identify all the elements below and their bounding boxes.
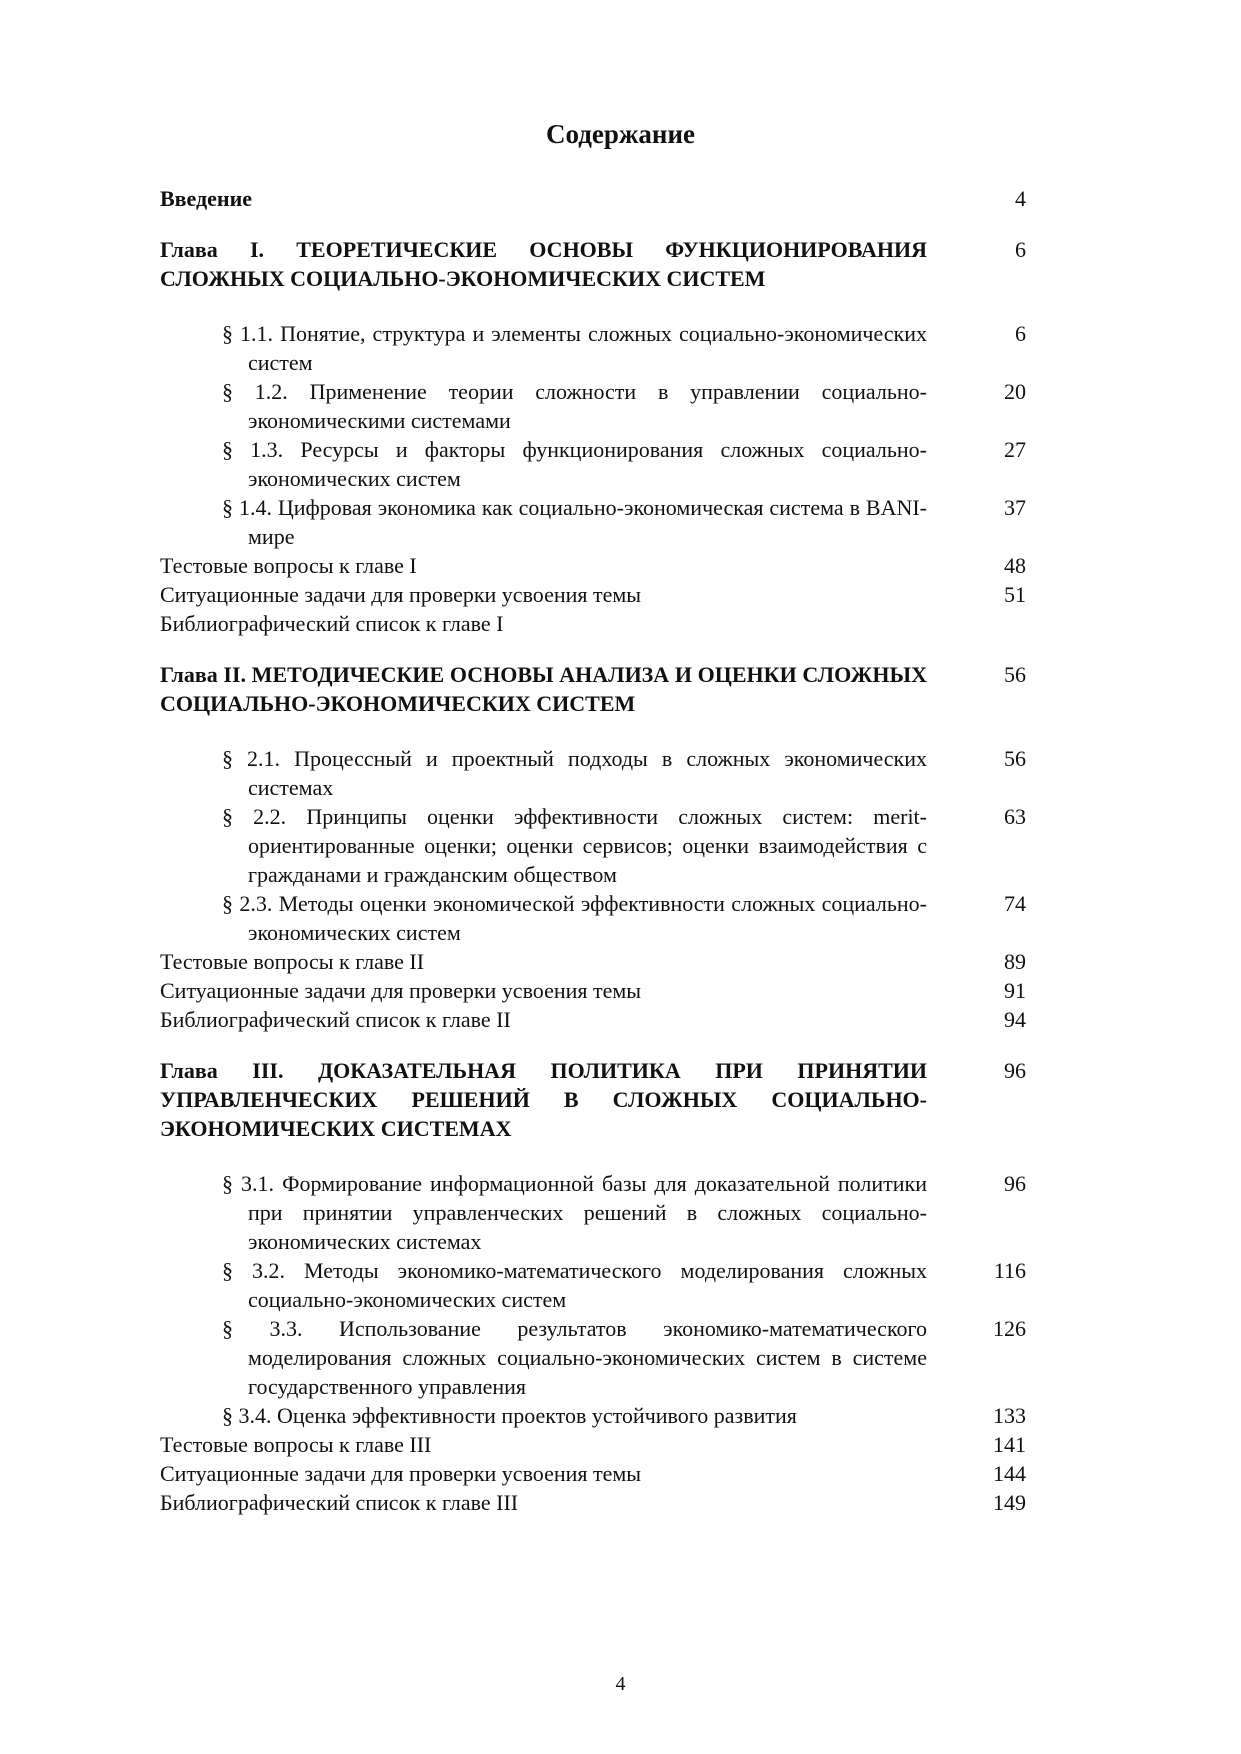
toc-entry-page: 27 [1004, 437, 1026, 462]
toc-section-3-3[interactable] [160, 1314, 1026, 1401]
toc-entry-title: Ситуационные задачи для проверки усвоения темы [160, 1461, 642, 1486]
toc-entry-title: Библиографический список к главе I [160, 611, 504, 636]
page-number: 4 [615, 1673, 626, 1695]
toc-section-1-1[interactable] [160, 319, 1026, 377]
toc-bibliography-chapter-1[interactable] [160, 609, 1026, 638]
toc-entry-page: 6 [1015, 321, 1026, 346]
toc-section-1-4[interactable] [160, 493, 1026, 551]
toc-entry-title: Тестовые вопросы к главе III [160, 1432, 432, 1457]
toc-entry-page: 74 [1004, 891, 1026, 916]
toc-entry-title: § 1.2. Применение теории сложности в управлении социально-экономическими системами [222, 379, 927, 433]
toc-tasks-chapter-3[interactable] [160, 1459, 1026, 1488]
toc-entry-page: 91 [1004, 978, 1026, 1003]
toc-entry-title: § 3.4. Оценка эффективности проектов устойчивого развития [222, 1403, 797, 1428]
toc-entry-title: Глава II. МЕТОДИЧЕСКИЕ ОСНОВЫ АНАЛИЗА И ОЦЕНКИ СЛОЖНЫХ СОЦИАЛЬНО-ЭКОНОМИЧЕСКИХ СИСТЕМ [160, 662, 927, 716]
toc-entry-page: 48 [1004, 553, 1026, 578]
toc-entry-title: § 2.1. Процессный и проектный подходы в сложных экономических системах [222, 746, 927, 800]
toc-entry-page: 4 [1015, 186, 1026, 211]
toc-section-2-1[interactable] [160, 744, 1026, 802]
toc-entry-title: § 1.4. Цифровая экономика как социально-экономическая система в BANI-мире [222, 495, 927, 549]
toc-entry-page: 89 [1004, 949, 1026, 974]
table-of-contents [160, 184, 1026, 1517]
toc-section-3-4[interactable] [160, 1401, 1026, 1430]
toc-tests-chapter-2[interactable] [160, 947, 1026, 976]
toc-section-2-2[interactable] [160, 802, 1026, 889]
toc-entry-title: Глава I. ТЕОРЕТИЧЕСКИЕ ОСНОВЫ ФУНКЦИОНИРОВАНИЯ СЛОЖНЫХ СОЦИАЛЬНО-ЭКОНОМИЧЕСКИХ СИСТЕМ [160, 237, 927, 291]
toc-section-1-3[interactable] [160, 435, 1026, 493]
toc-entry-page: 116 [993, 1258, 1026, 1283]
toc-section-3-2[interactable] [160, 1256, 1026, 1314]
toc-entry-title: § 3.2. Методы экономико-математического моделирования сложных социально-экономических систем [222, 1258, 927, 1312]
toc-entry-page: 20 [1004, 379, 1026, 404]
toc-entry-title: Тестовые вопросы к главе I [160, 553, 417, 578]
toc-bibliography-chapter-3[interactable] [160, 1488, 1026, 1517]
toc-entry-page: 149 [993, 1490, 1026, 1515]
toc-entry-page: 51 [1004, 582, 1026, 607]
toc-entry-title: Библиографический список к главе II [160, 1007, 511, 1032]
toc-entry-page: 63 [1004, 804, 1026, 829]
toc-chapter-3-heading[interactable] [160, 1056, 1026, 1143]
toc-entry-title: § 2.2. Принципы оценки эффективности сложных систем: merit-ориентированные оценки; оценки сервисов; оценки взаимодействия с гражданами и гражданским обществом [222, 804, 927, 887]
toc-entry-title: Глава III. ДОКАЗАТЕЛЬНАЯ ПОЛИТИКА ПРИ ПРИНЯТИИ УПРАВЛЕНЧЕСКИХ РЕШЕНИЙ В СЛОЖНЫХ СОЦИАЛЬНО-ЭКОНОМИЧЕСКИХ СИСТЕМАХ [160, 1058, 927, 1141]
toc-entry-page: 56 [1004, 746, 1026, 771]
toc-entry-page: 37 [1004, 495, 1026, 520]
toc-bibliography-chapter-2[interactable] [160, 1005, 1026, 1034]
toc-entry-title: § 2.3. Методы оценки экономической эффективности сложных социально-экономических систем [222, 891, 927, 945]
toc-entry-title: Тестовые вопросы к главе II [160, 949, 425, 974]
toc-entry-title: Введение [160, 186, 253, 211]
toc-tasks-chapter-1[interactable] [160, 580, 1026, 609]
toc-entry-title: § 1.3. Ресурсы и факторы функционирования сложных социально-экономических систем [222, 437, 927, 491]
toc-chapter-1-heading[interactable] [160, 235, 1026, 293]
page-title: Содержание [545, 119, 696, 149]
toc-section-1-2[interactable] [160, 377, 1026, 435]
toc-entry-title: Библиографический список к главе III [160, 1490, 519, 1515]
toc-entry-page: 6 [1015, 237, 1026, 262]
toc-tests-chapter-3[interactable] [160, 1430, 1026, 1459]
toc-entry-title: § 3.1. Формирование информационной базы для доказательной политики при принятии управленческих решений в сложных социально-экономических системах [222, 1171, 927, 1254]
toc-entry-page: 96 [1004, 1171, 1026, 1196]
toc-section-3-1[interactable] [160, 1169, 1026, 1256]
toc-entry-page: 133 [993, 1403, 1026, 1428]
toc-entry-title: § 3.3. Использование результатов экономико-математического моделирования сложных социально-экономических систем в системе государственного управления [222, 1316, 927, 1399]
toc-entry-intro[interactable] [160, 184, 1026, 213]
toc-entry-page: 144 [993, 1461, 1026, 1486]
toc-entry-title: Ситуационные задачи для проверки усвоения темы [160, 978, 642, 1003]
toc-entry-page: 141 [993, 1432, 1026, 1457]
toc-tests-chapter-1[interactable] [160, 551, 1026, 580]
toc-entry-page: 94 [1004, 1007, 1026, 1032]
toc-entry-title: Ситуационные задачи для проверки усвоения темы [160, 582, 642, 607]
toc-chapter-2-heading[interactable] [160, 660, 1026, 718]
toc-tasks-chapter-2[interactable] [160, 976, 1026, 1005]
toc-entry-page: 56 [1004, 662, 1026, 687]
toc-entry-title: § 1.1. Понятие, структура и элементы сложных социально-экономических систем [222, 321, 927, 375]
toc-entry-page: 96 [1004, 1058, 1026, 1083]
toc-section-2-3[interactable] [160, 889, 1026, 947]
toc-entry-page: 126 [993, 1316, 1026, 1341]
